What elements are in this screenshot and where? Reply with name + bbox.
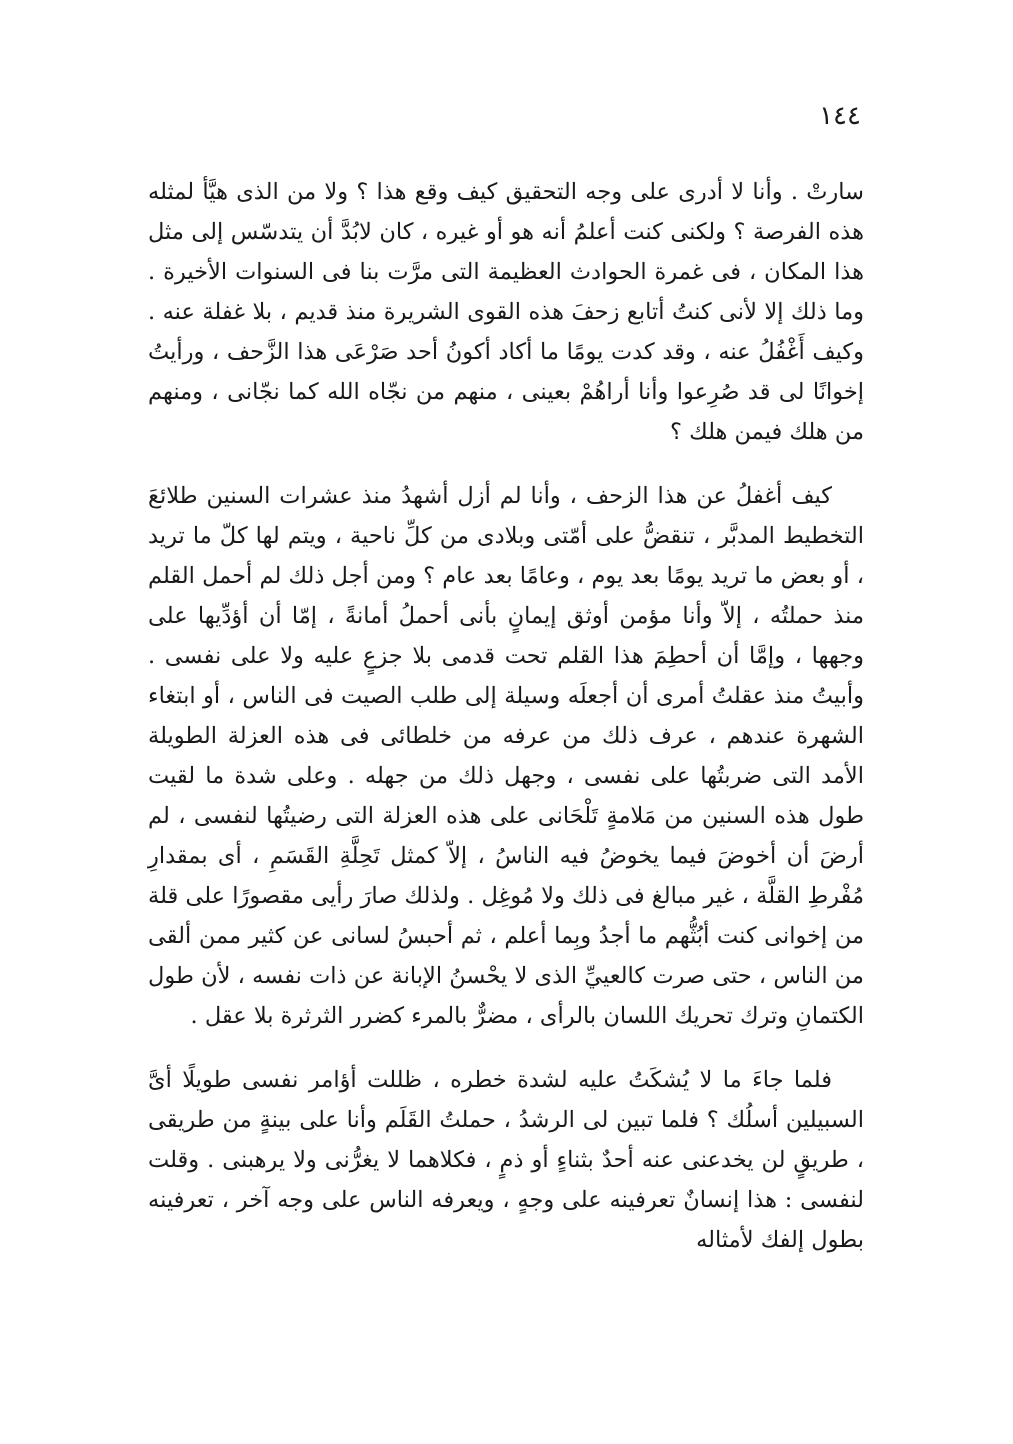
page-number: ١٤٤: [819, 101, 861, 131]
paragraph-3: فلما جاءَ ما لا يُشكَتُ عليه لشدة خطره ، ظللت أؤامر نفسى طويلًا أىَّ السبيلين أسلُك ؟ فلما تبين لى الرشدُ ، حملتُ القَلَم وأنا على بينةٍ من طريقى ، طريقٍ لن يخدعنى عنه أحدٌ بثناءٍ أو ذمٍ ، فكلاهما لا يغرُّنى ولا يرهبنى . وقلت لنفسى : هذا إنسانٌ تعرفينه على وجهٍ ، ويعرفه الناس على وجه آخر ، تعرفينه بطول إلفك لأمثاله: [148, 1067, 864, 1253]
paragraph-1: سارتْ . وأنا لا أدرى على وجه التحقيق كيف وقع هذا ؟ ولا من الذى هيَّأ لمثله هذه الفرصة ؟ ولكنى كنت أعلمُ أنه هو أو غيره ، كان لابُدَّ أن يتدسّس إلى مثل هذا المكان ، فى غمرة الحوادث العظيمة التى مرَّت بنا فى السنوات الأخيرة . وما ذلك إلا لأنى كنتُ أتابع زحفَ هذه القوى الشريرة منذ قديم ، بلا غفلة عنه . وكيف أَغْفُلُ عنه ، وقد كدت يومًا ما أكاد أكونُ أحد صَرْعَى هذا الزَّحف ، ورأيتُ إخوانًا لى قد صُرِعوا وأنا أراهُمْ بعينى ، منهم من نجّاه الله كما نجّانى ، ومنهم من هلك فيمن هلك ؟: [148, 179, 864, 445]
body-text: [148, 172, 864, 1260]
paragraph-2: كيف أغفلُ عن هذا الزحف ، وأنا لم أزل أشهدُ منذ عشرات السنين طلائعَ التخطيط المدبَّر ، تنقضُّ على أمّتى وبلادى من كلِّ ناحية ، ويتم لها كلّ ما تريد ، أو بعض ما تريد يومًا بعد يوم ، وعامًا بعد عام ؟ ومن أجل ذلك لم أحمل القلم منذ حملتُه ، إلاّ وأنا مؤمن أوثق إيمانٍ بأنى أحملُ أمانةً ، إمّا أن أؤدِّيها على وجهها ، وإمَّا أن أحطِمَ هذا القلم تحت قدمى بلا جزعٍ عليه ولا على نفسى . وأبيتُ منذ عقلتُ أمرى أن أجعلَه وسيلة إلى طلب الصيت فى الناس ، أو ابتغاء الشهرة عندهم ، عرف ذلك من عرفه من خلطائى فى هذه العزلة الطويلة الأمد التى ضربتُها على نفسى ، وجهل ذلك من جهله . وعلى شدة ما لقيت طول هذه السنين من مَلامةٍ تَلْحَانى على هذه العزلة التى رضيتُها لنفسى ، لم أرضَ أن أخوضَ فيما يخوضُ فيه الناسُ ، إلاّ كمثل تَحِلَّةِ القَسَمِ ، أى بمقدارِ مُفْرطِ القلَّة ، غير مبالغ فى ذلك ولا مُوغِل . ولذلك صارَ رأيى مقصورًا على قلة من إخوانى كنت أبُثُّهم ما أجدُ وبِما أعلم ، ثم أحبسُ لسانى عن كثير ممن ألقى من الناس ، حتى صرت كالعييِّ الذى لا يحْسنُ الإبانة عن ذات نفسه ، لأن طول الكتمانِ وترك تحريك اللسان بالرأى ، مضرٌّ بالمرء كضرر الثرثرة بلا عقل .: [148, 483, 864, 1029]
